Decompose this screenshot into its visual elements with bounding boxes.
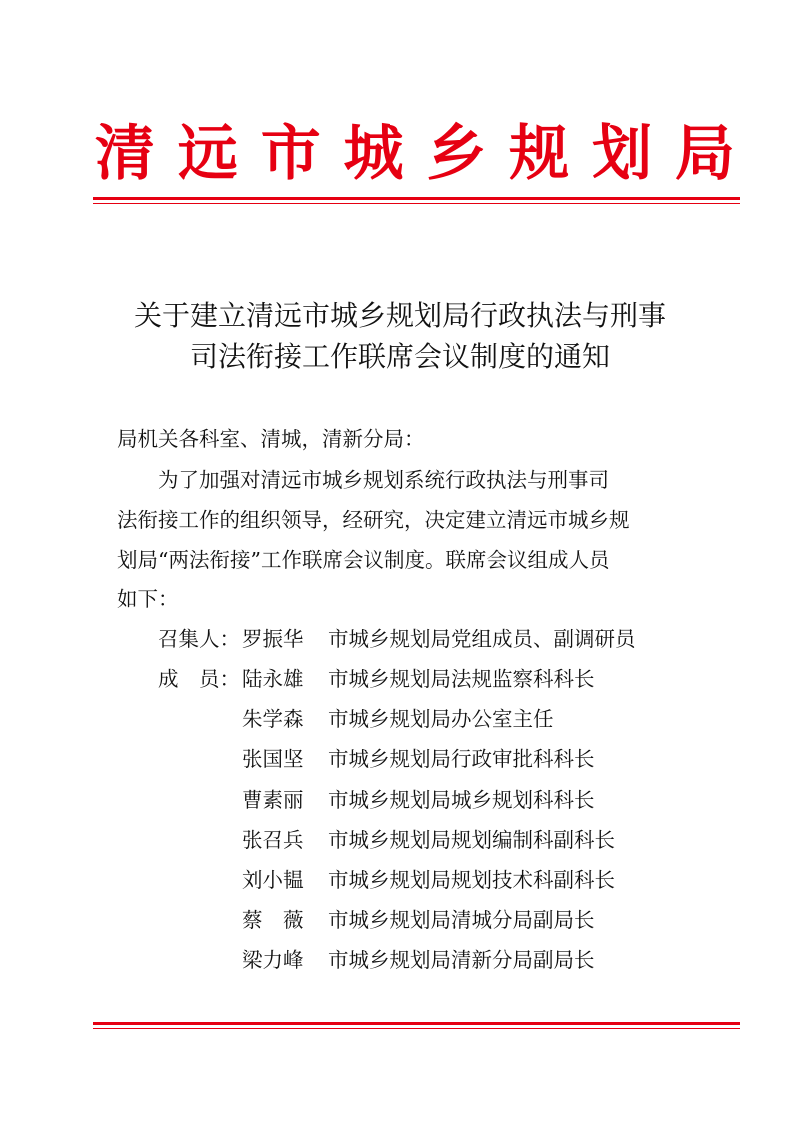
member-role: 市城乡规划局清新分局副局长 bbox=[328, 948, 595, 972]
convener-label: 召集人： bbox=[158, 627, 240, 651]
member-name: 梁力峰 bbox=[242, 948, 304, 972]
paragraph-line: 法衔接工作的组织领导，经研究，决定建立清远市城乡规 bbox=[117, 508, 630, 532]
masthead-char: 局 bbox=[674, 119, 735, 189]
member-role: 市城乡规划局办公室主任 bbox=[328, 707, 554, 731]
paragraph-line: 划局“两法衔接”工作联席会议制度。联席会议组成人员 bbox=[117, 548, 610, 572]
masthead-char: 规 bbox=[509, 119, 570, 189]
member-name: 蔡 薇 bbox=[242, 908, 304, 932]
masthead-char: 划 bbox=[592, 119, 653, 189]
masthead bbox=[95, 118, 735, 190]
red-divider-top bbox=[93, 197, 740, 204]
member-label: 成 员： bbox=[158, 667, 240, 691]
member-name: 朱学森 bbox=[242, 707, 304, 731]
member-role: 市城乡规划局规划技术科副科长 bbox=[328, 868, 615, 892]
member-role: 市城乡规划局行政审批科科长 bbox=[328, 747, 595, 771]
masthead-char: 城 bbox=[343, 119, 404, 189]
member-name: 张召兵 bbox=[242, 828, 304, 852]
member-role: 市城乡规划局法规监察科科长 bbox=[328, 667, 595, 691]
document-title-line-2: 司法衔接工作联席会议制度的通知 bbox=[189, 340, 610, 373]
member-role: 市城乡规划局清城分局副局长 bbox=[328, 908, 595, 932]
member-name: 曹素丽 bbox=[242, 788, 304, 812]
red-divider-thin bbox=[93, 203, 740, 204]
red-divider-bottom bbox=[93, 1022, 740, 1029]
member-role: 市城乡规划局城乡规划科科长 bbox=[328, 788, 595, 812]
member-name: 刘小韫 bbox=[242, 868, 304, 892]
red-divider-thick bbox=[93, 197, 740, 200]
paragraph-line: 如下： bbox=[117, 587, 179, 611]
member-name: 罗振华 bbox=[242, 627, 304, 651]
paragraph-line: 为了加强对清远市城乡规划系统行政执法与刑事司 bbox=[158, 468, 609, 492]
masthead-char: 乡 bbox=[426, 119, 487, 189]
masthead-char: 市 bbox=[260, 119, 321, 189]
member-name: 陆永雄 bbox=[242, 667, 304, 691]
red-divider-thick bbox=[93, 1022, 740, 1025]
member-name: 张国坚 bbox=[242, 747, 304, 771]
member-role: 市城乡规划局规划编制科副科长 bbox=[328, 828, 615, 852]
member-role: 市城乡规划局党组成员、副调研员 bbox=[328, 627, 636, 651]
masthead-char: 远 bbox=[177, 119, 238, 189]
salutation: 局机关各科室、清城，清新分局： bbox=[117, 427, 425, 451]
red-divider-thin bbox=[93, 1028, 740, 1029]
masthead-char: 清 bbox=[95, 119, 155, 189]
document-title-line-1: 关于建立清远市城乡规划局行政执法与刑事 bbox=[133, 299, 666, 332]
